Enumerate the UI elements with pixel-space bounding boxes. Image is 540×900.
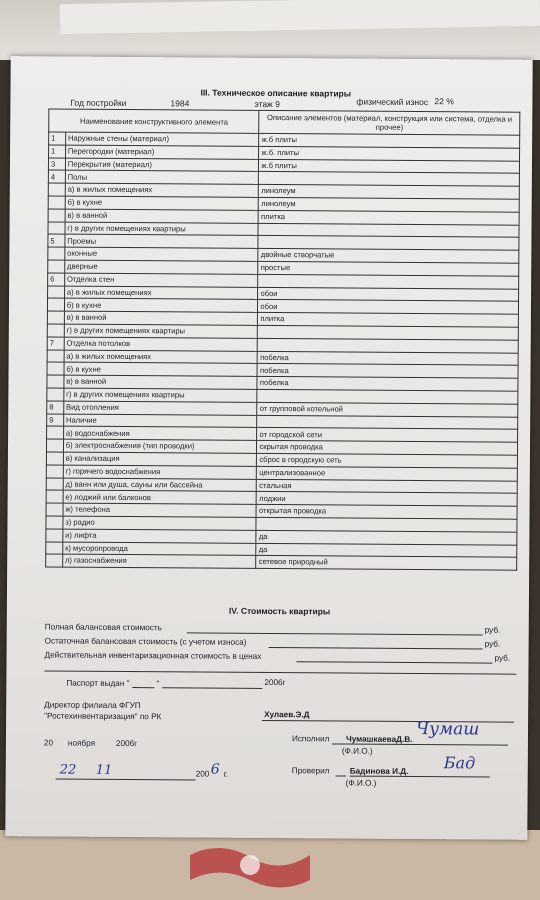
- row-description: побелка: [257, 377, 518, 392]
- row-element-name: л) газоснабжения: [62, 554, 256, 568]
- row-element-name: г) в других помещениях квартиры: [65, 222, 259, 236]
- row-element-name: з) радио: [63, 516, 257, 530]
- row-number: [48, 260, 65, 273]
- year-label: Год постройки: [70, 97, 127, 108]
- cost-balance-line: [187, 632, 483, 635]
- row-element-name: Отделка стен: [64, 273, 258, 287]
- row-number: 1: [49, 132, 66, 145]
- row-element-name: б) в кухне: [64, 298, 258, 312]
- row-number: [47, 311, 64, 324]
- row-element-name: Вид отопления: [64, 401, 258, 415]
- row-description: скрытая проводка: [257, 441, 518, 456]
- row-number: [47, 426, 64, 439]
- row-number: 9: [47, 413, 64, 426]
- wear-label: физический износ: [356, 96, 429, 108]
- row-number: 6: [48, 273, 65, 286]
- row-number: [46, 439, 63, 452]
- header-description: Описание элементов (материал, конструкция или система, отделка и прочее): [259, 110, 520, 135]
- checker-signature: Бад: [443, 753, 476, 773]
- cost-inventory-line: [297, 661, 493, 663]
- row-element-name: Перегородки (материал): [65, 145, 259, 159]
- row-element-name: Полы: [65, 170, 259, 184]
- row-number: 8: [47, 401, 64, 414]
- row-number: 4: [48, 170, 65, 183]
- row-element-name: б) в кухне: [64, 362, 258, 376]
- executor-prefix-line: [332, 743, 346, 744]
- row-element-name: е) лоджий или балконов: [63, 490, 257, 504]
- checker-line: [350, 776, 490, 778]
- row-element-name: оконные: [65, 247, 259, 261]
- row-description: централизованное: [257, 466, 518, 481]
- header-element: Наименование конструктивного элемента: [49, 109, 260, 133]
- handwritten-date-line: [56, 779, 196, 781]
- executor-label: Исполнил: [291, 734, 330, 744]
- passport-year: 2006г: [264, 677, 286, 688]
- row-number: [48, 222, 65, 235]
- executor-line: [346, 744, 508, 746]
- handwritten-year-prefix: 200: [195, 769, 210, 779]
- director-line1: Директор филиала ФГУП: [44, 700, 141, 711]
- row-number: [46, 465, 63, 478]
- handwritten-year-suffix: г.: [223, 769, 229, 779]
- row-element-name: ж) телефона: [63, 503, 257, 517]
- row-number: [48, 247, 65, 260]
- handwritten-year-digit: 6: [210, 761, 220, 778]
- row-number: [47, 349, 64, 362]
- year-value: 1984: [170, 98, 190, 109]
- row-number: [47, 375, 64, 388]
- row-number: [47, 298, 64, 311]
- date-month: ноября: [67, 738, 96, 748]
- row-description: ж.б. плиты: [259, 146, 520, 161]
- row-number: 5: [48, 234, 65, 247]
- row-element-name: а) в жилых помещениях: [64, 286, 258, 300]
- handwritten-day: 22: [59, 762, 77, 778]
- row-description: да: [256, 543, 517, 558]
- technical-description-table: [45, 108, 520, 570]
- row-number: 3: [48, 158, 65, 171]
- row-description: от групповой котельной: [257, 402, 518, 417]
- row-description: ж.б плиты: [259, 159, 520, 174]
- checker-prefix-line: [336, 775, 346, 776]
- row-description: да: [256, 530, 517, 545]
- executor-name: ЧумашкаеваД.В.: [345, 734, 413, 745]
- row-number: [46, 529, 63, 542]
- row-description: простые: [258, 261, 519, 276]
- cost-inventory-rub: руб.: [494, 653, 511, 663]
- passport-month-line: [162, 687, 262, 689]
- section3-title: III. Техническое описание квартиры: [200, 87, 352, 99]
- executor-signature: Чумаш: [415, 719, 480, 740]
- separator-line: [44, 670, 516, 674]
- row-number: [46, 516, 63, 529]
- handwritten-month: 11: [95, 762, 113, 778]
- row-element-name: Наличие: [63, 414, 257, 428]
- row-element-name: и) лифта: [63, 529, 257, 543]
- cost-residual-label: Остаточная балансовая стоимость (с учетом износа): [44, 636, 247, 647]
- row-description: плитка: [259, 210, 520, 225]
- row-number: [47, 362, 64, 375]
- row-element-name: в) в ванной: [64, 375, 258, 389]
- date-day: 20: [43, 738, 54, 748]
- cloth-pattern-icon: [180, 835, 320, 895]
- table-body: [46, 132, 520, 570]
- table-row: [46, 554, 517, 570]
- cost-residual-line: [269, 647, 483, 649]
- row-number: [48, 183, 65, 196]
- row-description: сетевое природный: [256, 556, 517, 571]
- row-description: сброс в городскую сеть: [257, 453, 518, 468]
- row-description: побелка: [258, 351, 519, 366]
- row-description: от городской сети: [257, 428, 518, 443]
- checker-label: Проверил: [291, 766, 330, 776]
- row-element-name: в) в ванной: [64, 311, 258, 325]
- row-number: 7: [47, 337, 64, 350]
- cost-balance-rub: руб.: [484, 625, 501, 635]
- row-element-name: г) в других помещениях квартиры: [64, 324, 258, 338]
- director-line2: "Ростехинвентаризация" по РК: [44, 711, 162, 722]
- row-description: плитка: [258, 313, 519, 328]
- row-element-name: Наружные стены (материал): [65, 132, 259, 146]
- row-element-name: д) ванн или душа, сауны или бассейна: [63, 478, 257, 492]
- row-number: [48, 286, 65, 299]
- row-element-name: дверные: [65, 260, 259, 274]
- row-element-name: б) электроснабжения (тип проводки): [63, 439, 257, 453]
- row-number: [46, 490, 63, 503]
- row-number: [47, 324, 64, 337]
- row-number: [46, 477, 63, 490]
- row-element-name: в) канализация: [63, 452, 257, 466]
- row-number: [46, 452, 63, 465]
- director-name: Хулаев.Э.Д: [264, 709, 310, 720]
- row-element-name: г) в других помещениях квартиры: [64, 388, 258, 402]
- row-description: ж.б плиты: [259, 133, 520, 148]
- row-element-name: Перекрытия (материал): [65, 158, 259, 172]
- document-page: [5, 56, 532, 840]
- row-description: обои: [258, 300, 519, 315]
- passport-label: Паспорт выдан ": [66, 678, 130, 689]
- row-description: стальная: [257, 479, 518, 494]
- row-description: двойные створчатые: [258, 249, 519, 264]
- checker-name: Бадинова И.Д.: [349, 766, 409, 776]
- cost-inventory-label: Действительная инвентаризационная стоимость в ценах: [44, 650, 262, 661]
- floor-label: этаж 9: [254, 98, 280, 110]
- row-description: обои: [258, 287, 519, 302]
- row-number: [46, 503, 63, 516]
- passport-quote: ": [156, 679, 160, 689]
- row-description: лоджии: [257, 492, 518, 507]
- row-description: побелка: [257, 364, 518, 379]
- row-number: 1: [49, 145, 66, 158]
- section4-title: IV. Стоимость квартиры: [228, 605, 331, 617]
- cost-residual-rub: руб.: [484, 639, 501, 649]
- row-description: линолеум: [259, 185, 520, 200]
- table-header-row: [49, 109, 520, 135]
- row-element-name: в) в ванной: [65, 209, 259, 223]
- row-number: [46, 541, 63, 554]
- row-number: [48, 209, 65, 222]
- row-element-name: Отделка потолков: [64, 337, 258, 351]
- date-year: 2006г: [115, 738, 138, 749]
- row-element-name: к) мусоропровода: [63, 542, 257, 556]
- wear-value: 22 %: [434, 96, 454, 107]
- passport-day-line: [132, 687, 154, 688]
- row-description: открытая проводка: [256, 505, 517, 520]
- checker-fio: (Ф.И.О.): [345, 778, 377, 788]
- row-element-name: а) водоснабжения: [63, 426, 257, 440]
- row-element-name: б) в кухне: [65, 196, 259, 210]
- row-number: [46, 554, 63, 567]
- row-element-name: Проемы: [65, 234, 259, 248]
- row-element-name: г) горячего водоснабжения: [63, 465, 257, 479]
- executor-fio: (Ф.И.О.): [341, 746, 373, 756]
- row-element-name: а) в жилых помещениях: [65, 183, 259, 197]
- cost-balance-label: Полная балансовая стоимость: [44, 622, 162, 633]
- row-description: линолеум: [259, 197, 520, 212]
- row-number: [47, 388, 64, 401]
- row-element-name: а) в жилых помещениях: [64, 350, 258, 364]
- row-number: [48, 196, 65, 209]
